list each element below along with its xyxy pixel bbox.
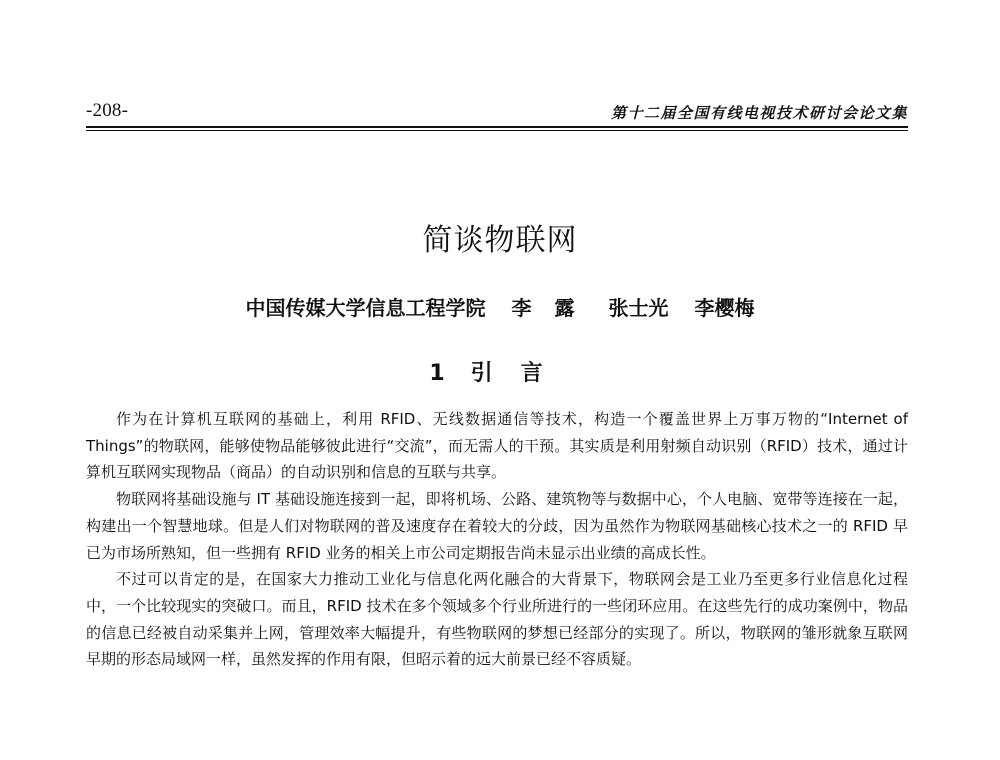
paper-title: 简谈物联网 — [422, 223, 578, 258]
header-rule-thick — [86, 126, 908, 128]
page-number: -208- — [86, 100, 129, 121]
section-heading — [0, 356, 1000, 387]
affiliation: 中国传媒大学信息工程学院 — [245, 296, 486, 320]
journal-name: 第十二届全国有线电视技术研讨会论文集 — [610, 104, 908, 122]
body-paragraph: 物联网将基础设施与 IT 基础设施连接到一起，即将机场、公路、建筑物等与数据中心，个人电脑、宽带等连接在一起，构建出一个智慧地球。但是人们对物联网的普及速度存在着较大的分歧，因为虽然作为物联网基础核心技术之一的 RFID 早已为市场所熟知，但一些拥有 RFID 业务的相关上市公司定期报告尚未显示出业绩的高成长性。 — [86, 490, 908, 562]
affiliation-line — [0, 292, 1000, 321]
body-text — [86, 406, 908, 673]
section-number: 1 — [429, 361, 445, 386]
section-title: 引言 — [470, 361, 571, 386]
running-header — [86, 96, 908, 130]
author-name: 李樱梅 — [694, 296, 755, 320]
author-name: 李 露 — [511, 296, 583, 320]
header-rule-thin — [86, 130, 908, 131]
body-paragraph: 作为在计算机互联网的基础上，利用 RFID、无线数据通信等技术，构造一个覆盖世界上万事万物的“Internet of Things”的物联网，能够使物品能够彼此进行“交流”，而无需人的干预。其实质是利用射频自动识别（RFID）技术，通过计算机互联网实现物品（商品）的自动识别和信息的互联与共享。 — [86, 410, 908, 482]
author-name: 张士光 — [608, 296, 669, 320]
body-paragraph: 不过可以肯定的是，在国家大力推动工业化与信息化两化融合的大背景下，物联网会是工业乃至更多行业信息化过程中，一个比较现实的突破口。而且，RFID 技术在多个领域多个行业所进行的一些闭环应用。在这些先行的成功案例中，物品的信息已经被自动采集并上网，管理效率大幅提升，有些物联网的梦想已经部分的实现了。所以，物联网的雏形就象互联网早期的形态局域网一样，虽然发挥的作用有限，但昭示着的远大前景已经不容质疑。 — [86, 570, 908, 669]
